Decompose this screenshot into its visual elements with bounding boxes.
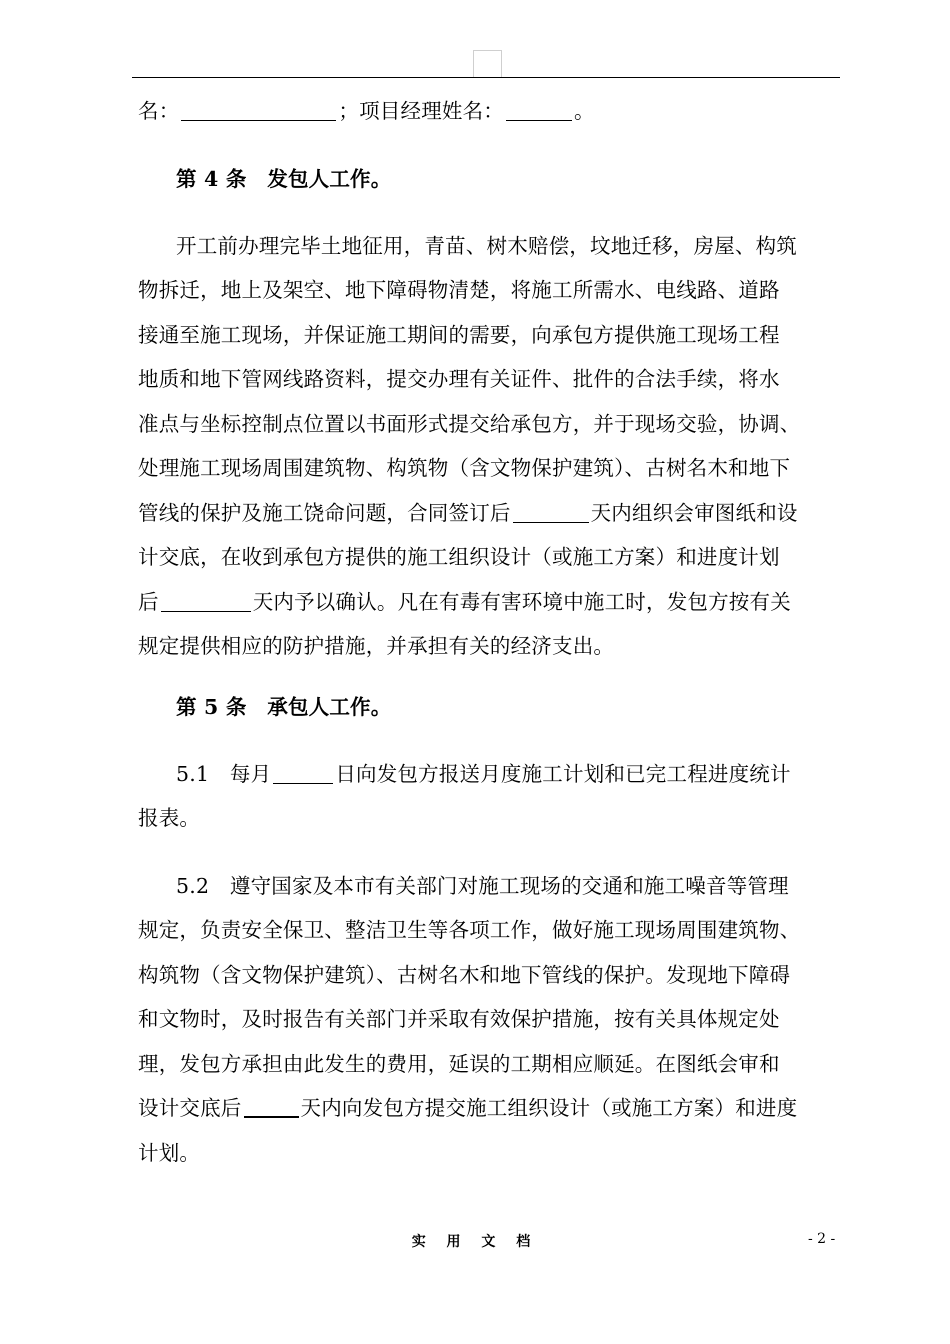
s52-line-5: 理，发包方承担由此发生的费用，延误的工期相应顺延。在图纸会审和 [138,1052,780,1076]
art4-line-6: 处理施工现场周围建筑物、构筑物（含文物保护建筑）、古树名木和地下 [138,456,791,480]
s52-line-6-text-b: 天内向发包方提交施工组织设计（或施工方案）和进度 [300,1096,798,1120]
manager-name-line [138,89,843,134]
art4-line-4: 地质和地下管网线路资料，提交办理有关证件、批件的合法手续，将水 [138,367,780,391]
art4-line-9-text-a: 后 [138,590,159,614]
article-4-heading: 第 4 条 发包人工作。 [176,167,392,191]
s52-line-4: 和文物时，及时报告有关部门并采取有效保护措施，按有关具体规定处 [138,1007,780,1031]
art4-line-9 [138,580,843,625]
name-blank[interactable] [181,100,336,122]
header-corner-box [473,50,502,78]
page-number: - 2 - [808,1231,836,1247]
s52-line-1: 5.2 遵守国家及本市有关部门对施工现场的交通和施工噪音等管理 [176,874,789,898]
manager-label: ；项目经理姓名： [338,99,505,123]
art4-line-2: 物拆迁，地上及架空、地下障碍物清楚，将施工所需水、电线路、道路 [138,278,780,302]
s51-text-b: 日向发包方报送月度施工计划和已完工程进度统计 [335,762,791,786]
monthly-day-blank[interactable] [273,763,333,785]
s52-line-6 [138,1086,843,1131]
art4-line-5: 准点与坐标控制点位置以书面形式提交给承包方，并于现场交验，协调、 [138,412,801,436]
art4-line-3: 接通至施工现场，并保证施工期间的需要，向承包方提供施工现场工程 [138,323,780,347]
art4-line-1: 开工前办理完毕土地征用，青苗、树木赔偿，坟地迁移，房屋、构筑 [176,234,797,258]
art4-line-8: 计交底，在收到承包方提供的施工组织设计（或施工方案）和进度计划 [138,545,780,569]
art4-line-7 [138,491,843,536]
confirm-days-blank[interactable] [161,591,251,613]
art4-line-10: 规定提供相应的防护措施，并承担有关的经济支出。 [138,634,615,658]
art4-line-7-text-b: 天内组织会审图纸和设 [590,501,798,525]
s51-line-1 [138,752,843,797]
s52-line-6-text-a: 设计交底后 [138,1096,242,1120]
s51-line-2: 报表。 [138,806,201,830]
article-5-heading: 第 5 条 承包人工作。 [176,695,392,719]
manager-blank[interactable] [506,100,572,122]
header-rule [132,77,840,78]
period: 。 [574,99,595,123]
review-days-blank[interactable] [513,502,589,524]
s51-text-a: 5.1 每月 [176,762,272,786]
footer-label: 实 用 文 档 [411,1234,539,1250]
s52-line-3: 构筑物（含文物保护建筑）、古树名木和地下管线的保护。发现地下障碍 [138,963,791,987]
s52-line-7: 计划。 [138,1141,201,1165]
plan-days-blank[interactable] [244,1096,299,1119]
name-label: 名： [138,99,180,123]
art4-line-7-text-a: 管线的保护及施工饶命问题，合同签订后 [138,501,511,525]
art4-line-9-text-b: 天内予以确认。凡在有毒有害环境中施工时，发包方按有关 [252,590,791,614]
s52-line-2: 规定，负责安全保卫、整洁卫生等各项工作，做好施工现场周围建筑物、 [138,918,801,942]
